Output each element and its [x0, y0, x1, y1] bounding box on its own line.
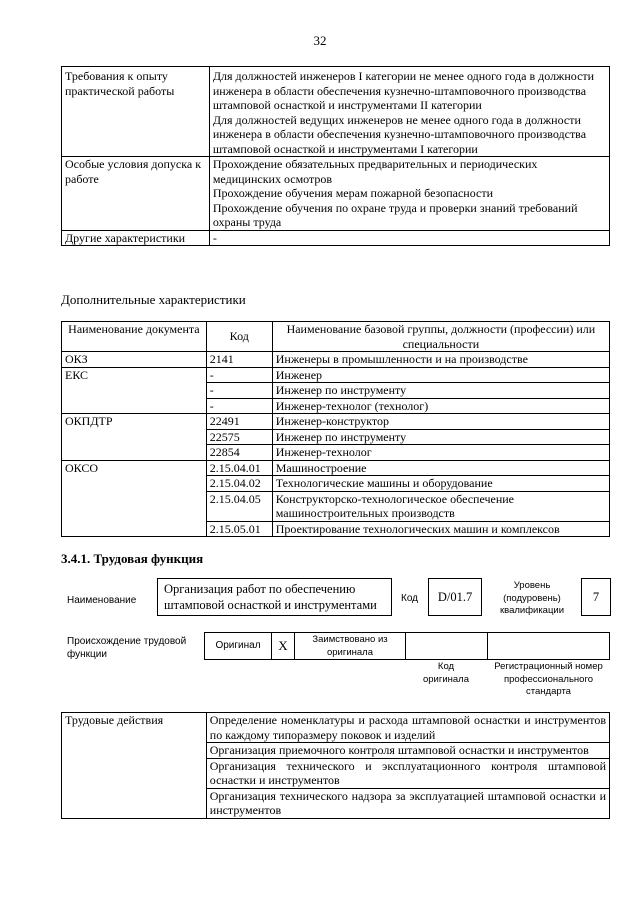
document-name: ОКСО [62, 460, 207, 537]
table-row [62, 414, 610, 430]
row-label: Требования к опыту практической работы [62, 67, 210, 157]
reg-number-caption: Регистрационный номер профессионального стандарта [494, 661, 603, 697]
col-header: Код [206, 322, 272, 352]
origin-borrowed-box [294, 632, 405, 660]
text-line: Для должностей ведущих инженеров не менее одного года в должности инженера в области обеспечения кузнечно-штамповочного производства штамповой оснасткой и инструментами I категории [212, 112, 587, 156]
original-label: Оригинал [215, 640, 261, 651]
group-name: Инженер-технолог [272, 445, 609, 461]
origin-code-box [405, 632, 487, 660]
function-name: Организация работ по обеспечению штамповой оснасткой и инструментами [164, 582, 377, 612]
row-value [209, 67, 609, 157]
row-label: Другие характеристики [62, 230, 210, 246]
code-cell: - [206, 383, 272, 399]
group-name: Конструкторско-технологическое обеспечение машиностроительных производств [272, 491, 609, 521]
code-cell: 2141 [206, 352, 272, 368]
level-label: Уровень (подуровень) квалификации [499, 580, 565, 616]
function-code: D/01.7 [437, 590, 473, 604]
table-row [62, 67, 610, 157]
code-cell: 2.15.05.01 [206, 521, 272, 537]
code-cell: 22491 [206, 414, 272, 430]
group-name: Инженеры в промышленности и на производстве [272, 352, 609, 368]
action-item: Организация приемочного контроля штамповой оснастки и инструментов [206, 743, 609, 759]
code-cell: - [206, 398, 272, 414]
document-name: ОКЗ [62, 352, 207, 368]
code-cell: - [206, 367, 272, 383]
text-line: Прохождение обучения мерам пожарной безопасности [212, 186, 494, 200]
text-line: Прохождение обязательных предварительных и периодических медицинских осмотров [212, 157, 538, 186]
group-name: Проектирование технологических машин и комплексов [272, 521, 609, 537]
row-value: - [209, 230, 609, 246]
labor-actions-table [61, 712, 610, 819]
requirements-table [61, 66, 610, 246]
action-item: Определение номенклатуры и расхода штамповой оснастки и инструментов по каждому типоразмеру поковок и изделий [206, 713, 609, 743]
code-cell: 22575 [206, 429, 272, 445]
document-name: ЕКС [62, 367, 207, 414]
col-header: Наименование базовой группы, должности (профессии) или специальности [272, 322, 609, 352]
code-label: Код [401, 593, 419, 604]
actions-label: Трудовые действия [62, 713, 207, 819]
row-value [209, 157, 609, 231]
additional-table [61, 321, 610, 537]
group-name: Инженер по инструменту [272, 383, 609, 399]
group-name: Инженер-конструктор [272, 414, 609, 430]
table-row [62, 352, 610, 368]
table-row [62, 230, 610, 246]
action-item: Организация технического надзора за эксплуатацией штамповой оснастки и инструментов [206, 788, 609, 818]
action-item: Организация технического и эксплуатационного контроля штамповой оснастки и инструментов [206, 758, 609, 788]
origin-reg-box [487, 632, 610, 660]
section-title: Дополнительные характеристики [61, 292, 246, 307]
group-name: Инженер по инструменту [272, 429, 609, 445]
group-name: Машиностроение [272, 460, 609, 476]
table-row [62, 460, 610, 476]
group-name: Инженер-технолог (технолог) [272, 398, 609, 414]
group-name: Инженер [272, 367, 609, 383]
table-row [62, 367, 610, 383]
document-name: ОКПДТР [62, 414, 207, 461]
text-line: Прохождение обучения по охране труда и проверки знаний требований охраны труда [212, 200, 578, 229]
function-heading: 3.4.1. Трудовая функция [61, 551, 204, 566]
origin-mark-box [271, 632, 294, 660]
code-original-caption: Код оригинала [422, 661, 469, 685]
row-label: Особые условия допуска к работе [62, 157, 210, 231]
code-cell: 22854 [206, 445, 272, 461]
original-mark: X [278, 638, 288, 653]
origin-original-box [204, 632, 271, 660]
col-header: Наименование документа [62, 322, 207, 352]
borrowed-label: Заимствовано из оригинала [312, 634, 388, 658]
function-code-box [428, 578, 482, 616]
name-label: Наименование [67, 595, 137, 606]
level-value: 7 [592, 590, 600, 604]
page-number: 32 [313, 33, 327, 48]
text-line: Для должностей инженеров I категории не менее одного года в должности инженера в области обеспечения кузнечно-штамповочного производства штамповой оснасткой и инструментами II категории [212, 69, 595, 112]
group-name: Технологические машины и оборудование [272, 476, 609, 492]
table-row [62, 713, 610, 743]
code-cell: 2.15.04.01 [206, 460, 272, 476]
origin-label: Происхождение трудовой функции [67, 636, 187, 660]
table-header-row [62, 322, 610, 352]
table-row [62, 157, 610, 231]
function-name-box [157, 578, 392, 616]
code-cell: 2.15.04.02 [206, 476, 272, 492]
level-box [581, 578, 611, 616]
code-cell: 2.15.04.05 [206, 491, 272, 521]
